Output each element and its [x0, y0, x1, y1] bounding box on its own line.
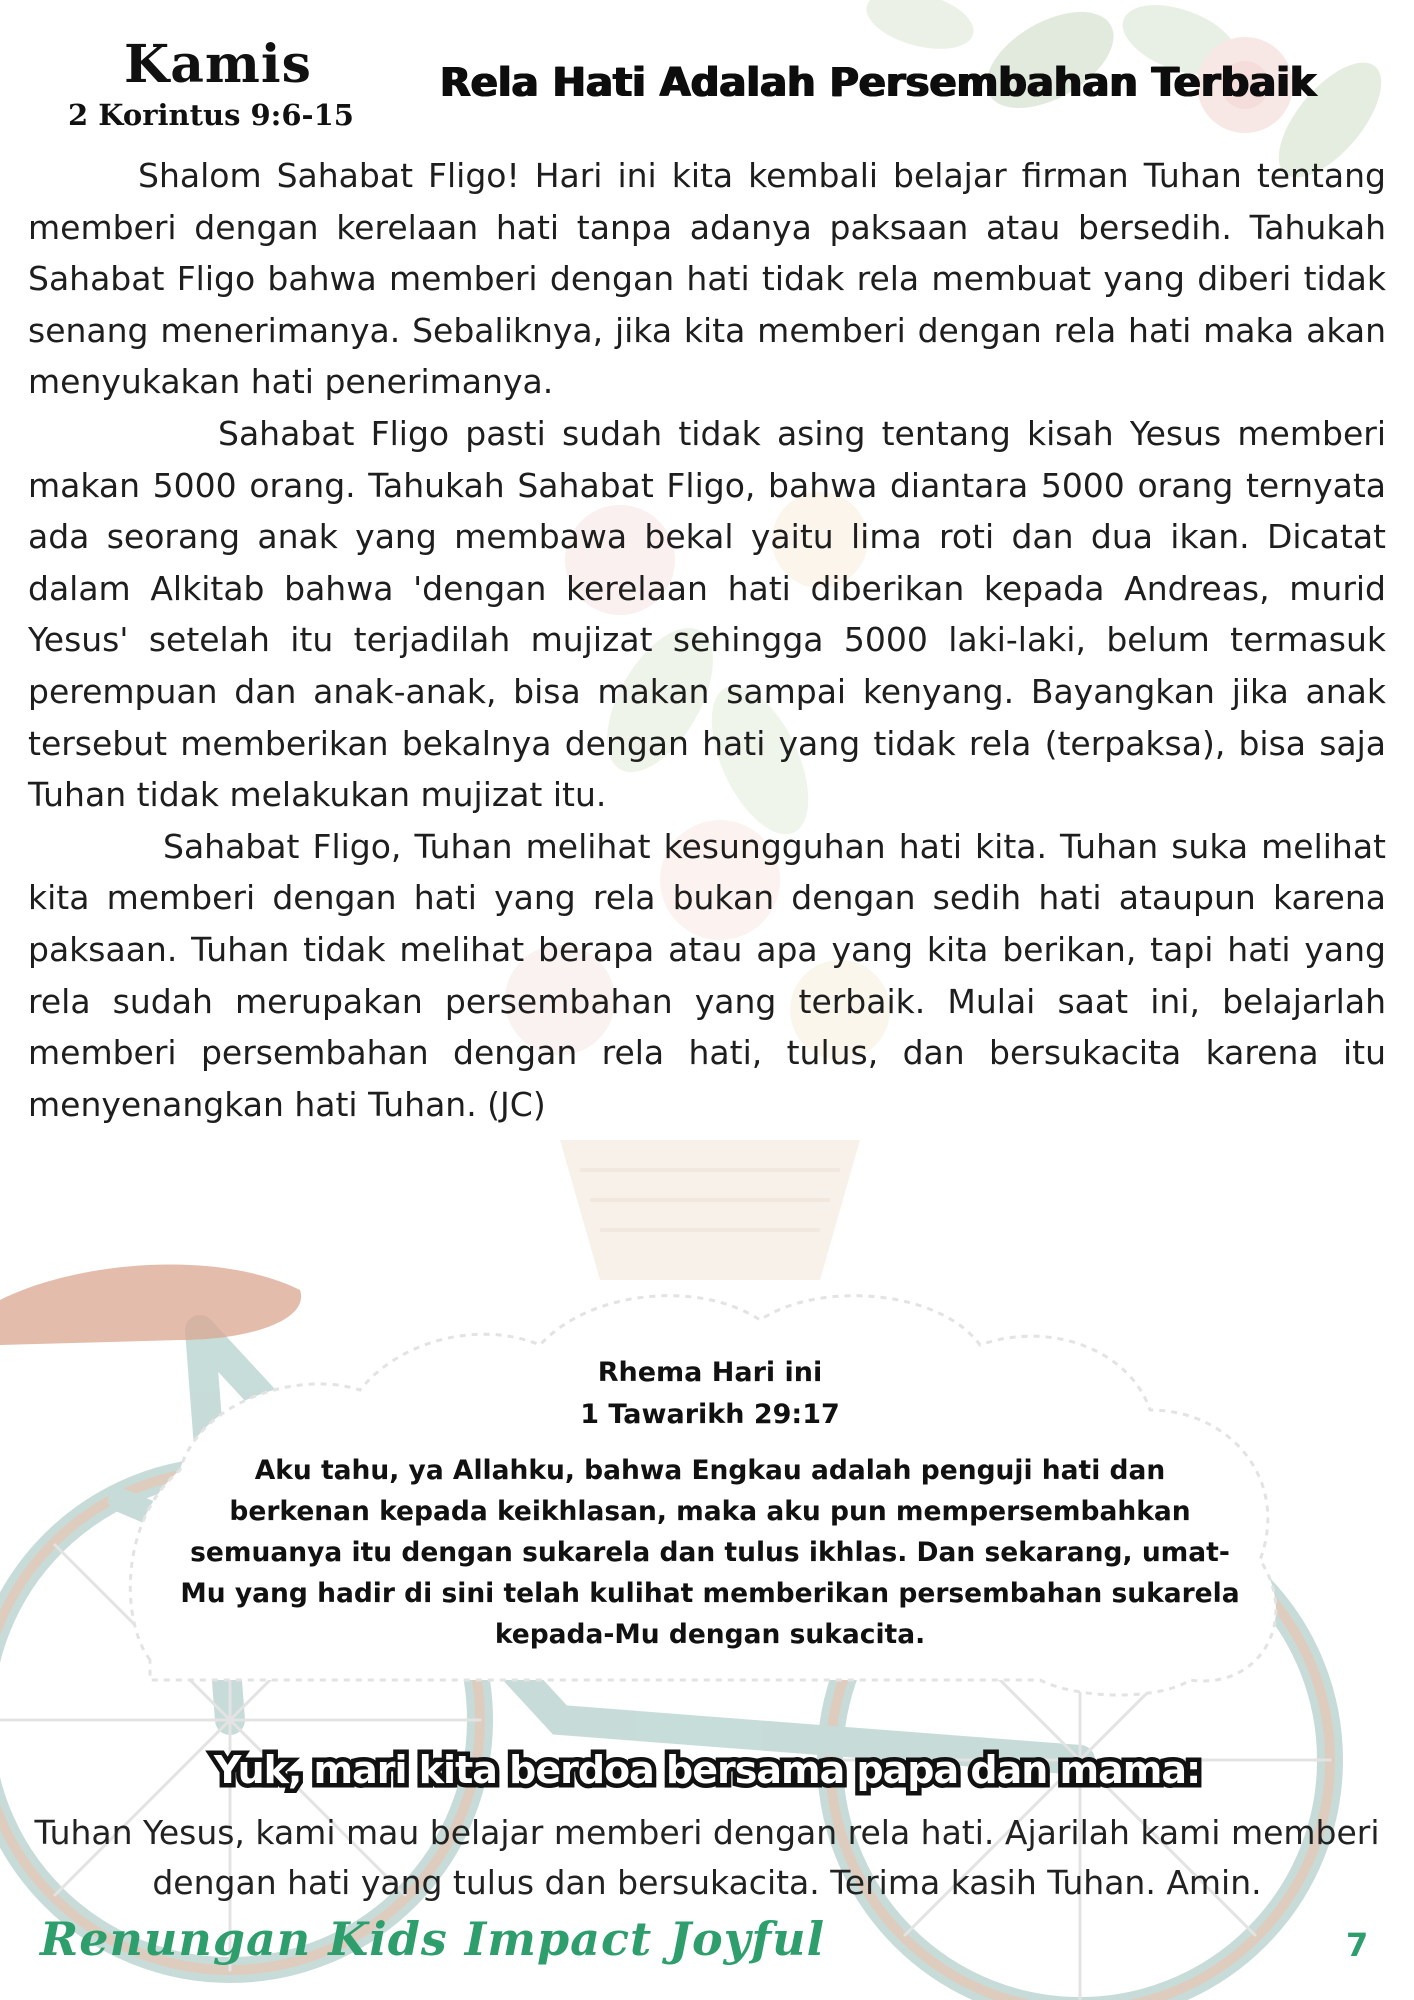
paragraph: Shalom Sahabat Fligo! Hari ini kita kembali belajar firman Tuhan tentang memberi dengan kerelaan hati tanpa adanya paksaan atau bersedih. Tahukah Sahabat Fligo bahwa memberi dengan hati tidak rela membuat yang diberi tidak senang menerimanya. Sebaliknya, jika kita memberi dengan rela hati maka akan menyukakan hati penerimanya. — [28, 156, 1386, 402]
paragraph: Sahabat Fligo pasti sudah tidak asing tentang kisah Yesus memberi makan 5000 orang. Tahukah Sahabat Fligo, bahwa diantara 5000 orang ternyata ada seorang anak yang membawa bekal yaitu lima roti dan dua ikan. Dicatat dalam Alkitab bahwa 'dengan kerelaan hati diberikan kepada Andreas, murid Yesus' setelah itu terjadilah mujizat sehingga 5000 laki-laki, belum termasuk perempuan dan anak-anak, bisa makan sampai kenyang. Bayangkan jika anak tersebut memberikan bekalnya dengan hati yang tidak rela (terpaksa), bisa saja Tuhan tidak melakukan mujizat itu. — [28, 413, 1386, 815]
footer-brand: Renungan Kids Impact Joyful — [40, 1912, 826, 1966]
prayer-heading: Yuk, mari kita berdoa bersama papa dan mama: — [213, 1748, 1201, 1792]
scripture-reference: 2 Korintus 9:6-15 — [68, 98, 354, 132]
page-number: 7 — [1346, 1926, 1369, 1964]
prayer-text: Tuhan Yesus, kami mau belajar memberi dengan rela hati. Ajarilah kami memberi dengan hati yang tulus dan bersukacita. Terima kasih Tuhan. Amin. — [34, 1813, 1380, 1902]
paragraph: Sahabat Fligo, Tuhan melihat kesungguhan hati kita. Tuhan suka melihat kita memberi dengan hati yang rela bukan dengan sedih hati ataupun karena paksaan. Tuhan tidak melihat berapa atau apa yang kita berikan, tapi hati yang rela sudah merupakan persembahan yang terbaik. Mulai saat ini, belajarlah memberi persembahan dengan rela hati, tulus, dan bersukacita karena itu menyenangkan hati Tuhan. (JC) — [28, 826, 1386, 1124]
rhema-box — [180, 1352, 1240, 1655]
devotional-body — [28, 150, 1386, 1130]
bicycle-saddle — [0, 1265, 301, 1345]
day-label: Kamis — [124, 34, 312, 95]
rhema-verse: Aku tahu, ya Allahku, bahwa Engkau adalah penguji hati dan berkenan kepada keikhlasan, maka aku pun mempersembahkan semuanya itu dengan sukarela dan tulus ikhlas. Dan sekarang, umat-Mu yang hadir di sini telah kulihat memberikan persembahan sukarela kepada-Mu dengan sukacita. — [180, 1455, 1240, 1650]
rhema-heading: Rhema Hari ini — [597, 1357, 823, 1388]
rhema-reference: 1 Tawarikh 29:17 — [580, 1399, 840, 1430]
page-title: Rela Hati Adalah Persembahan Terbaik — [440, 60, 1317, 106]
